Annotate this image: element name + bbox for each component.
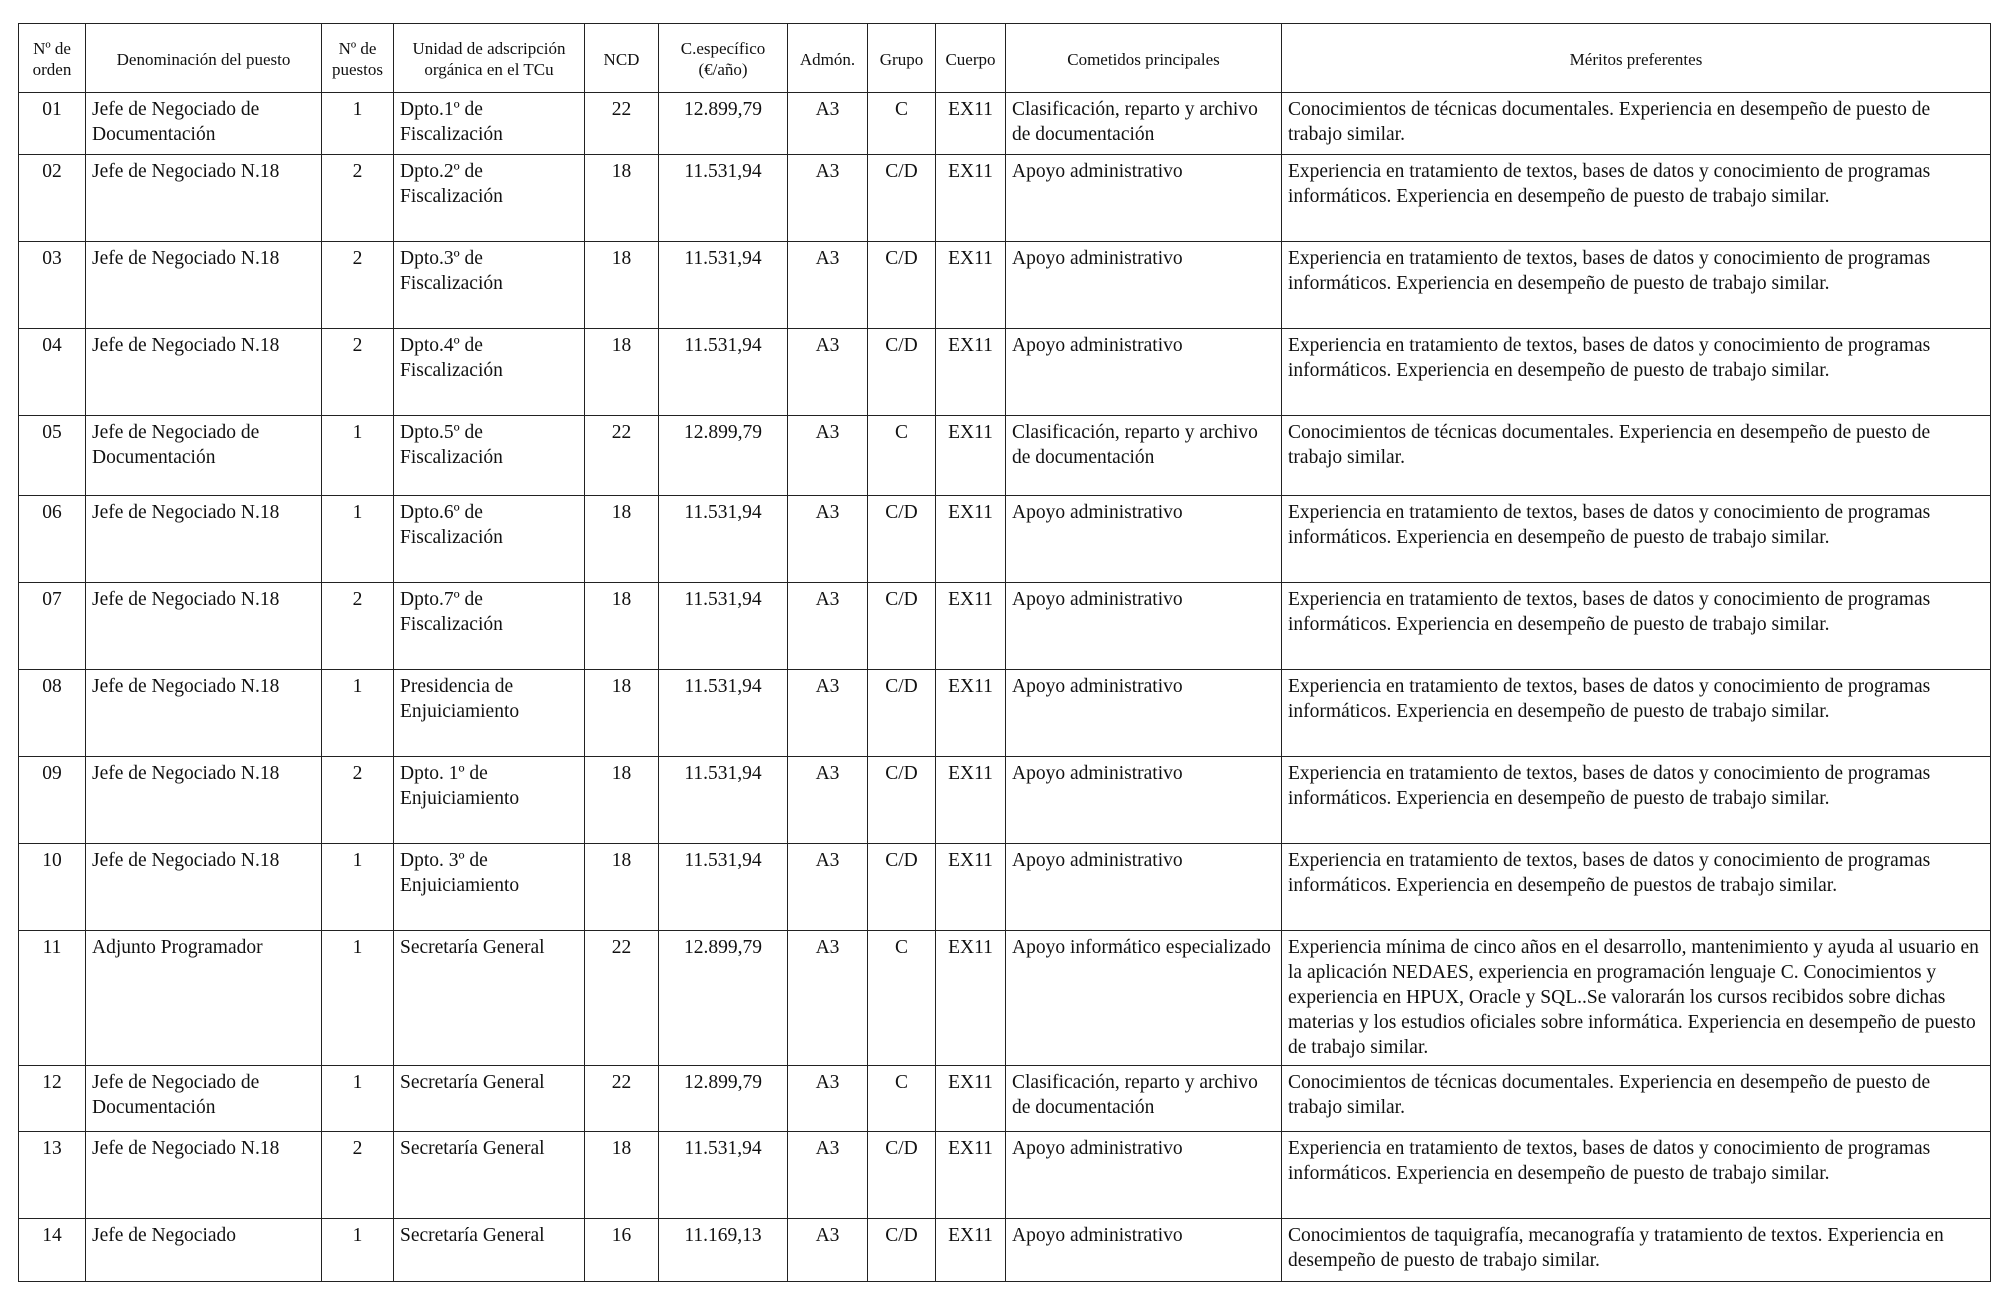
cell-group: C/D <box>868 583 936 670</box>
cell-group: C/D <box>868 757 936 844</box>
cell-corps: EX11 <box>936 416 1006 496</box>
cell-corps: EX11 <box>936 93 1006 155</box>
cell-specific-pay: 11.531,94 <box>659 1132 788 1219</box>
cell-specific-pay: 12.899,79 <box>659 931 788 1066</box>
cell-count: 1 <box>322 931 394 1066</box>
cell-main-duties: Apoyo administrativo <box>1006 844 1282 931</box>
header-group: Grupo <box>868 24 936 93</box>
cell-ncd: 18 <box>585 757 659 844</box>
cell-specific-pay: 12.899,79 <box>659 416 788 496</box>
cell-unit: Secretaría General <box>394 1132 585 1219</box>
cell-position-name: Jefe de Negociado N.18 <box>86 670 322 757</box>
cell-admin: A3 <box>788 844 868 931</box>
cell-unit: Secretaría General <box>394 931 585 1066</box>
cell-group: C <box>868 1066 936 1132</box>
cell-group: C/D <box>868 329 936 416</box>
table-row <box>19 583 1991 670</box>
cell-corps: EX11 <box>936 1219 1006 1282</box>
cell-main-duties: Apoyo administrativo <box>1006 757 1282 844</box>
cell-position-name: Jefe de Negociado de Documentación <box>86 416 322 496</box>
cell-position-name: Jefe de Negociado N.18 <box>86 155 322 242</box>
cell-ncd: 18 <box>585 496 659 583</box>
cell-specific-pay: 11.531,94 <box>659 155 788 242</box>
table-row <box>19 931 1991 1066</box>
cell-admin: A3 <box>788 93 868 155</box>
cell-admin: A3 <box>788 583 868 670</box>
cell-position-name: Jefe de Negociado N.18 <box>86 583 322 670</box>
cell-position-name: Jefe de Negociado N.18 <box>86 844 322 931</box>
cell-unit: Dpto. 1º de Enjuiciamiento <box>394 757 585 844</box>
cell-preferred-merits: Experiencia en tratamiento de textos, bases de datos y conocimiento de programas informáticos. Experiencia en desempeño de puesto de trabajo similar. <box>1282 670 1991 757</box>
cell-preferred-merits: Experiencia en tratamiento de textos, bases de datos y conocimiento de programas informáticos. Experiencia en desempeño de puestos de trabajo similar. <box>1282 844 1991 931</box>
cell-count: 1 <box>322 1219 394 1282</box>
cell-specific-pay: 11.531,94 <box>659 583 788 670</box>
header-position-name: Denominación del puesto <box>86 24 322 93</box>
cell-main-duties: Apoyo administrativo <box>1006 329 1282 416</box>
cell-group: C/D <box>868 155 936 242</box>
cell-order: 10 <box>19 844 86 931</box>
cell-order: 14 <box>19 1219 86 1282</box>
cell-order: 11 <box>19 931 86 1066</box>
cell-position-name: Jefe de Negociado de Documentación <box>86 93 322 155</box>
cell-corps: EX11 <box>936 670 1006 757</box>
table-row <box>19 416 1991 496</box>
cell-order: 01 <box>19 93 86 155</box>
cell-corps: EX11 <box>936 155 1006 242</box>
cell-admin: A3 <box>788 1066 868 1132</box>
cell-admin: A3 <box>788 931 868 1066</box>
table-row <box>19 1132 1991 1219</box>
cell-position-name: Jefe de Negociado de Documentación <box>86 1066 322 1132</box>
cell-corps: EX11 <box>936 757 1006 844</box>
cell-specific-pay: 11.531,94 <box>659 329 788 416</box>
cell-group: C <box>868 931 936 1066</box>
cell-corps: EX11 <box>936 931 1006 1066</box>
cell-corps: EX11 <box>936 496 1006 583</box>
cell-group: C <box>868 93 936 155</box>
cell-corps: EX11 <box>936 1132 1006 1219</box>
cell-preferred-merits: Experiencia en tratamiento de textos, bases de datos y conocimiento de programas informáticos. Experiencia en desempeño de puesto de trabajo similar. <box>1282 329 1991 416</box>
cell-count: 1 <box>322 844 394 931</box>
cell-count: 2 <box>322 1132 394 1219</box>
cell-group: C/D <box>868 844 936 931</box>
cell-admin: A3 <box>788 670 868 757</box>
cell-order: 04 <box>19 329 86 416</box>
cell-unit: Dpto.7º de Fiscalización <box>394 583 585 670</box>
cell-unit: Dpto. 3º de Enjuiciamiento <box>394 844 585 931</box>
cell-unit: Dpto.4º de Fiscalización <box>394 329 585 416</box>
table-row <box>19 1219 1991 1282</box>
cell-ncd: 22 <box>585 1066 659 1132</box>
header-specific-pay: C.específico (€/año) <box>659 24 788 93</box>
cell-order: 03 <box>19 242 86 329</box>
cell-admin: A3 <box>788 757 868 844</box>
cell-count: 1 <box>322 416 394 496</box>
cell-admin: A3 <box>788 496 868 583</box>
cell-order: 07 <box>19 583 86 670</box>
header-order: Nº de orden <box>19 24 86 93</box>
cell-specific-pay: 11.531,94 <box>659 242 788 329</box>
cell-ncd: 22 <box>585 93 659 155</box>
cell-group: C/D <box>868 1219 936 1282</box>
cell-corps: EX11 <box>936 844 1006 931</box>
cell-count: 2 <box>322 583 394 670</box>
cell-admin: A3 <box>788 155 868 242</box>
cell-order: 05 <box>19 416 86 496</box>
cell-ncd: 18 <box>585 242 659 329</box>
header-admin: Admón. <box>788 24 868 93</box>
cell-unit: Dpto.6º de Fiscalización <box>394 496 585 583</box>
cell-count: 1 <box>322 496 394 583</box>
cell-count: 1 <box>322 1066 394 1132</box>
cell-ncd: 18 <box>585 670 659 757</box>
cell-main-duties: Apoyo informático especializado <box>1006 931 1282 1066</box>
table-row <box>19 329 1991 416</box>
cell-preferred-merits: Conocimientos de técnicas documentales. Experiencia en desempeño de puesto de trabajo similar. <box>1282 416 1991 496</box>
cell-preferred-merits: Experiencia mínima de cinco años en el desarrollo, mantenimiento y ayuda al usuario en la aplicación NEDAES, experiencia en programación lenguaje C. Conocimientos y experiencia en HPUX, Oracle y SQL..Se valorarán los cursos recibidos sobre dichas materias y los estudios oficiales sobre informática. Experiencia en desempeño de puesto de trabajo similar. <box>1282 931 1991 1066</box>
cell-main-duties: Apoyo administrativo <box>1006 583 1282 670</box>
cell-specific-pay: 11.531,94 <box>659 496 788 583</box>
cell-specific-pay: 12.899,79 <box>659 1066 788 1132</box>
cell-main-duties: Apoyo administrativo <box>1006 1132 1282 1219</box>
table-row <box>19 757 1991 844</box>
cell-count: 2 <box>322 242 394 329</box>
cell-order: 02 <box>19 155 86 242</box>
cell-unit: Dpto.1º de Fiscalización <box>394 93 585 155</box>
cell-unit: Presidencia de Enjuiciamiento <box>394 670 585 757</box>
cell-specific-pay: 12.899,79 <box>659 93 788 155</box>
cell-admin: A3 <box>788 242 868 329</box>
cell-specific-pay: 11.169,13 <box>659 1219 788 1282</box>
cell-position-name: Jefe de Negociado N.18 <box>86 496 322 583</box>
cell-ncd: 18 <box>585 1132 659 1219</box>
cell-order: 08 <box>19 670 86 757</box>
cell-group: C/D <box>868 670 936 757</box>
cell-unit: Dpto.2º de Fiscalización <box>394 155 585 242</box>
header-corps: Cuerpo <box>936 24 1006 93</box>
cell-admin: A3 <box>788 1132 868 1219</box>
header-count: Nº de puestos <box>322 24 394 93</box>
cell-corps: EX11 <box>936 583 1006 670</box>
cell-order: 06 <box>19 496 86 583</box>
cell-ncd: 18 <box>585 583 659 670</box>
cell-main-duties: Clasificación, reparto y archivo de documentación <box>1006 416 1282 496</box>
table-row <box>19 93 1991 155</box>
table-row <box>19 1066 1991 1132</box>
cell-corps: EX11 <box>936 1066 1006 1132</box>
cell-ncd: 18 <box>585 844 659 931</box>
cell-group: C/D <box>868 496 936 583</box>
table-row <box>19 155 1991 242</box>
cell-count: 1 <box>322 670 394 757</box>
cell-unit: Dpto.3º de Fiscalización <box>394 242 585 329</box>
cell-unit: Dpto.5º de Fiscalización <box>394 416 585 496</box>
cell-unit: Secretaría General <box>394 1219 585 1282</box>
positions-table <box>18 23 1991 1282</box>
cell-corps: EX11 <box>936 242 1006 329</box>
cell-group: C/D <box>868 242 936 329</box>
cell-admin: A3 <box>788 329 868 416</box>
cell-preferred-merits: Conocimientos de taquigrafía, mecanografía y tratamiento de textos. Experiencia en desempeño de puesto de trabajo similar. <box>1282 1219 1991 1282</box>
cell-main-duties: Apoyo administrativo <box>1006 1219 1282 1282</box>
cell-specific-pay: 11.531,94 <box>659 670 788 757</box>
cell-main-duties: Apoyo administrativo <box>1006 670 1282 757</box>
cell-ncd: 22 <box>585 931 659 1066</box>
cell-position-name: Jefe de Negociado N.18 <box>86 242 322 329</box>
cell-main-duties: Clasificación, reparto y archivo de documentación <box>1006 1066 1282 1132</box>
cell-main-duties: Apoyo administrativo <box>1006 242 1282 329</box>
cell-count: 1 <box>322 93 394 155</box>
table-row <box>19 844 1991 931</box>
cell-position-name: Jefe de Negociado N.18 <box>86 757 322 844</box>
cell-unit: Secretaría General <box>394 1066 585 1132</box>
cell-preferred-merits: Conocimientos de técnicas documentales. Experiencia en desempeño de puesto de trabajo similar. <box>1282 93 1991 155</box>
cell-preferred-merits: Experiencia en tratamiento de textos, bases de datos y conocimiento de programas informáticos. Experiencia en desempeño de puesto de trabajo similar. <box>1282 757 1991 844</box>
table-row <box>19 242 1991 329</box>
cell-position-name: Jefe de Negociado N.18 <box>86 1132 322 1219</box>
header-unit: Unidad de adscripción orgánica en el TCu <box>394 24 585 93</box>
cell-ncd: 22 <box>585 416 659 496</box>
cell-position-name: Jefe de Negociado N.18 <box>86 329 322 416</box>
cell-ncd: 16 <box>585 1219 659 1282</box>
header-main-duties: Cometidos principales <box>1006 24 1282 93</box>
cell-preferred-merits: Conocimientos de técnicas documentales. Experiencia en desempeño de puesto de trabajo similar. <box>1282 1066 1991 1132</box>
cell-position-name: Jefe de Negociado <box>86 1219 322 1282</box>
cell-specific-pay: 11.531,94 <box>659 844 788 931</box>
cell-order: 09 <box>19 757 86 844</box>
table-row <box>19 670 1991 757</box>
cell-position-name: Adjunto Programador <box>86 931 322 1066</box>
cell-order: 13 <box>19 1132 86 1219</box>
cell-group: C <box>868 416 936 496</box>
cell-count: 2 <box>322 757 394 844</box>
table-header-row <box>19 24 1991 93</box>
cell-order: 12 <box>19 1066 86 1132</box>
cell-preferred-merits: Experiencia en tratamiento de textos, bases de datos y conocimiento de programas informáticos. Experiencia en desempeño de puesto de trabajo similar. <box>1282 242 1991 329</box>
cell-preferred-merits: Experiencia en tratamiento de textos, bases de datos y conocimiento de programas informáticos. Experiencia en desempeño de puesto de trabajo similar. <box>1282 496 1991 583</box>
cell-admin: A3 <box>788 1219 868 1282</box>
cell-main-duties: Clasificación, reparto y archivo de documentación <box>1006 93 1282 155</box>
cell-preferred-merits: Experiencia en tratamiento de textos, bases de datos y conocimiento de programas informáticos. Experiencia en desempeño de puesto de trabajo similar. <box>1282 1132 1991 1219</box>
cell-specific-pay: 11.531,94 <box>659 757 788 844</box>
cell-preferred-merits: Experiencia en tratamiento de textos, bases de datos y conocimiento de programas informáticos. Experiencia en desempeño de puesto de trabajo similar. <box>1282 155 1991 242</box>
header-preferred-merits: Méritos preferentes <box>1282 24 1991 93</box>
table-row <box>19 496 1991 583</box>
cell-ncd: 18 <box>585 155 659 242</box>
cell-main-duties: Apoyo administrativo <box>1006 496 1282 583</box>
cell-group: C/D <box>868 1132 936 1219</box>
cell-corps: EX11 <box>936 329 1006 416</box>
header-ncd: NCD <box>585 24 659 93</box>
cell-count: 2 <box>322 329 394 416</box>
cell-ncd: 18 <box>585 329 659 416</box>
cell-main-duties: Apoyo administrativo <box>1006 155 1282 242</box>
cell-admin: A3 <box>788 416 868 496</box>
cell-count: 2 <box>322 155 394 242</box>
cell-preferred-merits: Experiencia en tratamiento de textos, bases de datos y conocimiento de programas informáticos. Experiencia en desempeño de puesto de trabajo similar. <box>1282 583 1991 670</box>
